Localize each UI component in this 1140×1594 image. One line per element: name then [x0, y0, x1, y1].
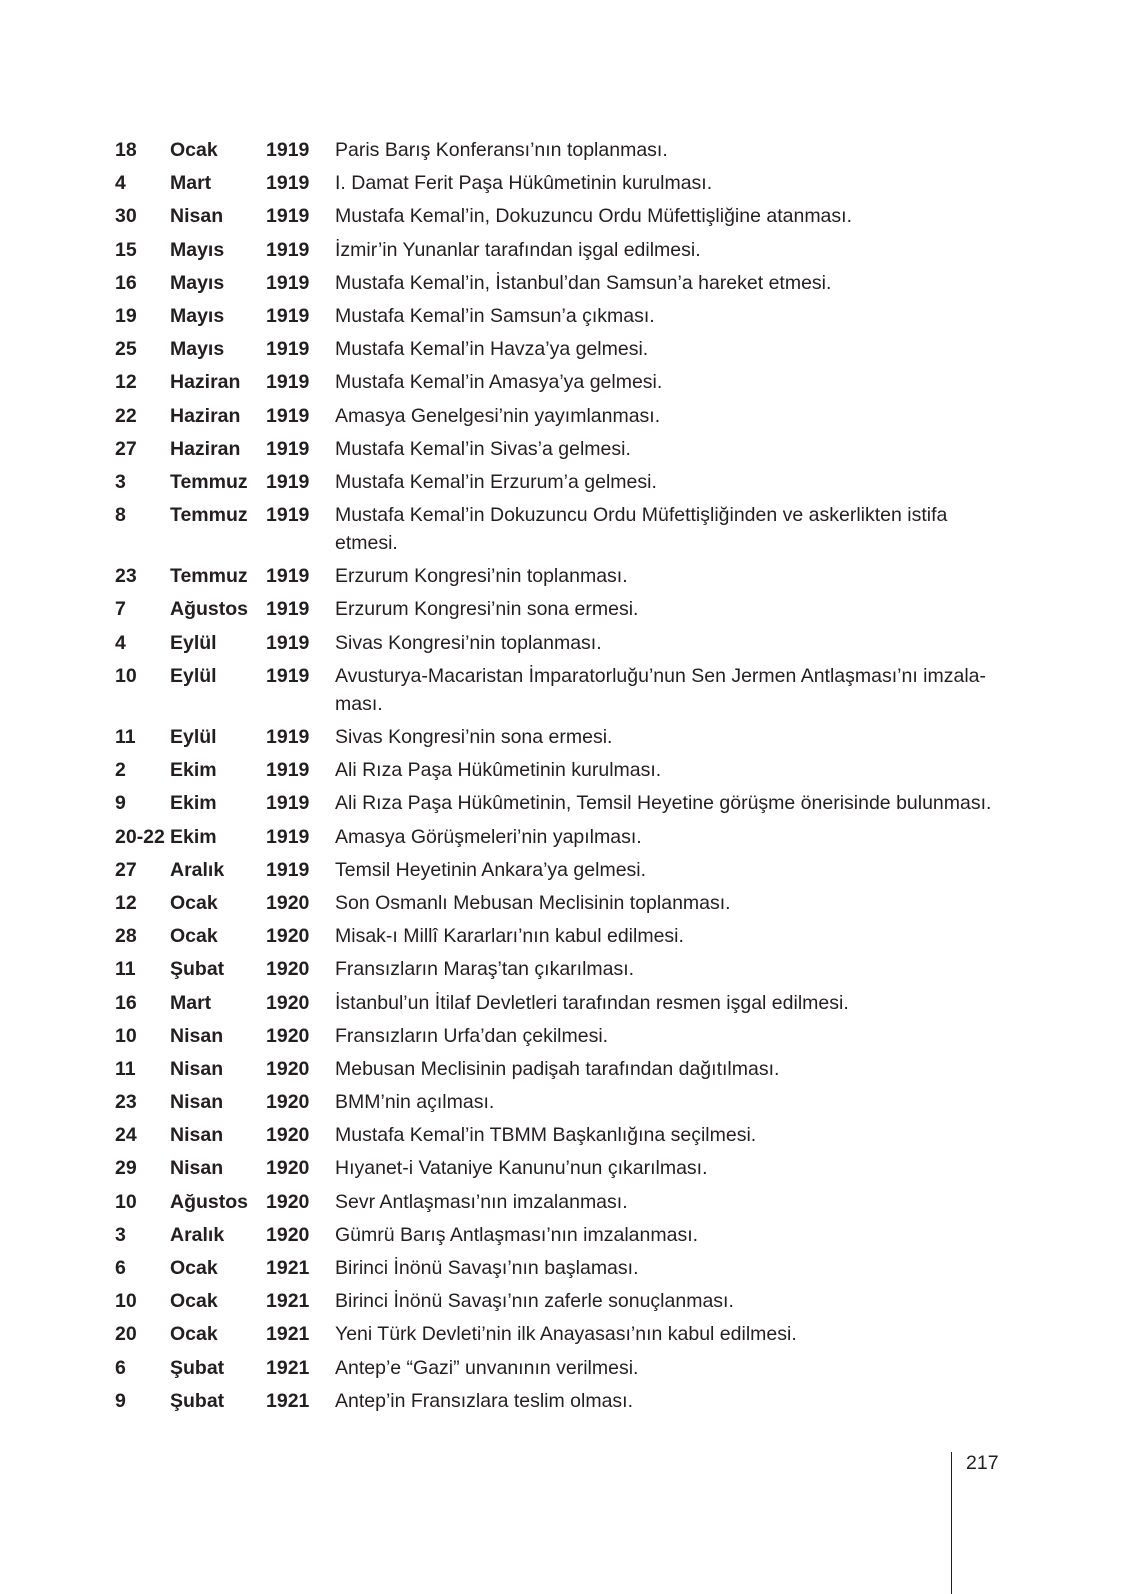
- timeline-day: 30: [115, 205, 137, 228]
- timeline-year: 1921: [266, 1290, 310, 1313]
- timeline-year: 1919: [266, 664, 310, 687]
- timeline-day: 6: [115, 1257, 126, 1279]
- timeline-event: I. Damat Ferit Paşa Hükûmetinin kurulması.: [335, 172, 713, 195]
- timeline-row: [115, 922, 1015, 950]
- timeline-event: İzmir’in Yunanlar tarafından işgal edilmesi.: [335, 238, 701, 261]
- timeline-month: Mayıs: [170, 271, 225, 294]
- timeline-year: 1919: [266, 437, 310, 460]
- timeline-day: 23: [115, 565, 137, 588]
- timeline-event: Birinci İnönü Savaşı’nın başlaması.: [335, 1257, 639, 1279]
- timeline-row: [115, 1154, 1015, 1182]
- timeline-row: [115, 789, 1015, 817]
- timeline-day: 7: [115, 598, 126, 621]
- timeline-row: [115, 756, 1015, 784]
- timeline-year: 1919: [266, 304, 310, 327]
- timeline-year: 1921: [266, 1356, 310, 1379]
- timeline-row: [115, 1088, 1015, 1116]
- timeline-day: 20-22: [115, 825, 165, 848]
- timeline-event: Birinci İnönü Savaşı’nın zaferle sonuçlanması.: [335, 1290, 734, 1313]
- timeline-year: 1920: [266, 1223, 310, 1246]
- timeline-year: 1919: [266, 825, 310, 848]
- timeline-month: Temmuz: [170, 565, 248, 588]
- timeline-event: Antep’e “Gazi” unvanının verilmesi.: [335, 1356, 639, 1379]
- timeline-month: Şubat: [170, 1356, 225, 1379]
- timeline-month: Ağustos: [170, 1190, 248, 1213]
- timeline-row: [115, 169, 1015, 197]
- timeline-row: [115, 856, 1015, 884]
- timeline-month: Ocak: [170, 891, 218, 914]
- timeline-month: Ocak: [170, 925, 218, 948]
- timeline-event: Hıyanet-i Vataniye Kanunu’nun çıkarılması.: [335, 1157, 708, 1180]
- timeline-month: Haziran: [170, 437, 241, 460]
- timeline-row: [115, 562, 1015, 590]
- timeline-month: Nisan: [170, 1124, 224, 1147]
- timeline-row: [115, 1254, 1015, 1282]
- timeline-year: 1920: [266, 891, 310, 914]
- timeline-year: 1919: [266, 598, 310, 621]
- timeline-event: Avusturya-Macaristan İmparatorluğu’nun Sen Jermen Antlaşması’nı imzala-ması.: [335, 664, 987, 715]
- timeline-year: 1919: [266, 404, 310, 427]
- timeline-row: [115, 1354, 1015, 1382]
- timeline-event: Mebusan Meclisinin padişah tarafından dağıtılması.: [335, 1057, 780, 1080]
- timeline-row: [115, 302, 1015, 330]
- timeline-day: 10: [115, 664, 137, 687]
- timeline-row: [115, 1055, 1015, 1083]
- timeline-month: Ocak: [170, 1290, 218, 1313]
- timeline-year: 1920: [266, 958, 310, 981]
- timeline-day: 18: [115, 139, 137, 161]
- timeline-row: [115, 468, 1015, 496]
- timeline-month: Eylül: [170, 631, 217, 654]
- timeline-day: 2: [115, 759, 126, 782]
- timeline-year: 1919: [266, 759, 310, 782]
- timeline-day: 19: [115, 304, 137, 327]
- timeline-month: Ocak: [170, 1323, 218, 1346]
- timeline-month: Eylül: [170, 664, 217, 687]
- timeline-day: 29: [115, 1157, 137, 1180]
- timeline-row: [115, 435, 1015, 463]
- timeline-year: 1919: [266, 205, 310, 228]
- timeline-event: Paris Barış Konferansı’nın toplanması.: [335, 139, 668, 161]
- timeline-event: Amasya Görüşmeleri’nin yapılması.: [335, 825, 642, 848]
- timeline-row: [115, 823, 1015, 851]
- timeline-event: Mustafa Kemal’in Havza’ya gelmesi.: [335, 338, 649, 361]
- timeline-event: Erzurum Kongresi’nin toplanması.: [335, 565, 628, 588]
- timeline-event: Antep’in Fransızlara teslim olması.: [335, 1389, 634, 1412]
- timeline-year: 1919: [266, 858, 310, 881]
- timeline-month: Ekim: [170, 792, 217, 815]
- timeline-month: Şubat: [170, 1389, 225, 1412]
- timeline-event: Mustafa Kemal’in Samsun’a çıkması.: [335, 304, 655, 327]
- timeline-day: 8: [115, 504, 126, 527]
- timeline-year: 1919: [266, 631, 310, 654]
- timeline-event: Misak-ı Millî Kararları’nın kabul edilmesi.: [335, 925, 684, 948]
- timeline-year: 1919: [266, 139, 310, 161]
- timeline-year: 1919: [266, 172, 310, 195]
- timeline-row: [115, 629, 1015, 657]
- timeline-month: Mayıs: [170, 304, 225, 327]
- timeline-day: 11: [115, 726, 136, 748]
- timeline-event: Sivas Kongresi’nin sona ermesi.: [335, 726, 613, 748]
- timeline-year: 1920: [266, 1091, 310, 1114]
- timeline-month: Aralık: [170, 1223, 225, 1246]
- timeline-list: [115, 136, 1015, 1420]
- timeline-year: 1919: [266, 371, 310, 394]
- timeline-year: 1919: [266, 565, 310, 588]
- timeline-event: Amasya Genelgesi’nin yayımlanması.: [335, 404, 661, 427]
- timeline-day: 11: [115, 958, 136, 981]
- timeline-day: 11: [115, 1057, 136, 1080]
- timeline-row: [115, 989, 1015, 1017]
- timeline-month: Aralık: [170, 858, 225, 881]
- timeline-year: 1920: [266, 991, 310, 1014]
- timeline-event: Sevr Antlaşması’nın imzalanması.: [335, 1190, 628, 1213]
- timeline-event: Mustafa Kemal’in, İstanbul’dan Samsun’a hareket etmesi.: [335, 271, 832, 294]
- timeline-event: Fransızların Urfa’dan çekilmesi.: [335, 1024, 609, 1047]
- timeline-day: 24: [115, 1124, 137, 1147]
- timeline-month: Eylül: [170, 726, 217, 748]
- timeline-day: 23: [115, 1091, 137, 1114]
- timeline-event: Mustafa Kemal’in Dokuzuncu Ordu Müfettişliğinden ve askerlikten istifa etmesi.: [335, 504, 948, 555]
- timeline-row: [115, 889, 1015, 917]
- timeline-year: 1920: [266, 1157, 310, 1180]
- timeline-day: 28: [115, 925, 137, 948]
- timeline-month: Mayıs: [170, 338, 225, 361]
- timeline-day: 25: [115, 338, 137, 361]
- timeline-year: 1919: [266, 792, 310, 815]
- timeline-day: 10: [115, 1290, 137, 1313]
- timeline-day: 15: [115, 238, 137, 261]
- timeline-day: 10: [115, 1190, 137, 1213]
- timeline-row: [115, 1121, 1015, 1149]
- timeline-event: Temsil Heyetinin Ankara’ya gelmesi.: [335, 858, 647, 881]
- timeline-row: [115, 136, 1015, 164]
- timeline-month: Haziran: [170, 371, 241, 394]
- timeline-month: Haziran: [170, 404, 241, 427]
- timeline-event: Mustafa Kemal’in Erzurum’a gelmesi.: [335, 470, 657, 493]
- timeline-day: 9: [115, 792, 126, 815]
- timeline-month: Ekim: [170, 825, 217, 848]
- timeline-row: [115, 955, 1015, 983]
- timeline-row: [115, 269, 1015, 297]
- timeline-row: [115, 236, 1015, 264]
- timeline-event: Ali Rıza Paşa Hükûmetinin kurulması.: [335, 759, 662, 782]
- timeline-event: Son Osmanlı Mebusan Meclisinin toplanması.: [335, 891, 731, 914]
- timeline-day: 12: [115, 891, 137, 914]
- timeline-day: 16: [115, 991, 137, 1014]
- timeline-day: 20: [115, 1323, 137, 1346]
- timeline-year: 1920: [266, 1057, 310, 1080]
- timeline-year: 1919: [266, 726, 310, 748]
- timeline-month: Nisan: [170, 205, 224, 228]
- timeline-event: Mustafa Kemal’in Amasya’ya gelmesi.: [335, 371, 663, 394]
- timeline-year: 1921: [266, 1323, 310, 1346]
- timeline-day: 10: [115, 1024, 137, 1047]
- timeline-day: 4: [115, 172, 126, 195]
- timeline-row: [115, 1387, 1015, 1415]
- timeline-row: [115, 1320, 1015, 1348]
- timeline-day: 3: [115, 1223, 126, 1246]
- timeline-year: 1919: [266, 470, 310, 493]
- timeline-event: Fransızların Maraş’tan çıkarılması.: [335, 958, 635, 981]
- timeline-row: [115, 368, 1015, 396]
- timeline-month: Ocak: [170, 1257, 218, 1279]
- timeline-month: Ekim: [170, 759, 217, 782]
- timeline-row: [115, 723, 1015, 751]
- timeline-event: Mustafa Kemal’in TBMM Başkanlığına seçilmesi.: [335, 1124, 757, 1147]
- timeline-day: 27: [115, 437, 137, 460]
- timeline-event: Erzurum Kongresi’nin sona ermesi.: [335, 598, 639, 621]
- timeline-day: 3: [115, 470, 126, 493]
- timeline-month: Mayıs: [170, 238, 225, 261]
- page-number: 217: [966, 1452, 999, 1474]
- timeline-year: 1919: [266, 271, 310, 294]
- timeline-month: Temmuz: [170, 470, 248, 493]
- timeline-year: 1921: [266, 1389, 310, 1412]
- timeline-month: Temmuz: [170, 504, 248, 527]
- timeline-month: Mart: [170, 991, 212, 1014]
- timeline-row: [115, 1022, 1015, 1050]
- timeline-event: İstanbul’un İtilaf Devletleri tarafından resmen işgal edilmesi.: [335, 991, 849, 1014]
- timeline-day: 22: [115, 404, 137, 427]
- timeline-event: BMM’nin açılması.: [335, 1091, 495, 1114]
- timeline-row: [115, 202, 1015, 230]
- timeline-row: [115, 1221, 1015, 1249]
- timeline-event: Ali Rıza Paşa Hükûmetinin, Temsil Heyetine görüşme önerisinde bulunması.: [335, 792, 992, 815]
- timeline-event: Yeni Türk Devleti’nin ilk Anayasası’nın kabul edilmesi.: [335, 1323, 797, 1346]
- timeline-year: 1920: [266, 925, 310, 948]
- timeline-month: Nisan: [170, 1091, 224, 1114]
- timeline-month: Ocak: [170, 139, 218, 161]
- timeline-year: 1921: [266, 1257, 310, 1279]
- timeline-row: [115, 595, 1015, 623]
- timeline-row: [115, 1287, 1015, 1315]
- timeline-event: Mustafa Kemal’in Sivas’a gelmesi.: [335, 437, 631, 460]
- timeline-day: 16: [115, 271, 137, 294]
- timeline-event: Gümrü Barış Antlaşması’nın imzalanması.: [335, 1223, 699, 1246]
- timeline-month: Nisan: [170, 1057, 224, 1080]
- timeline-month: Şubat: [170, 958, 225, 981]
- timeline-month: Mart: [170, 172, 212, 195]
- timeline-year: 1919: [266, 504, 310, 527]
- timeline-day: 4: [115, 631, 126, 654]
- timeline-day: 9: [115, 1389, 126, 1412]
- timeline-row: [115, 662, 1015, 718]
- timeline-event: Mustafa Kemal’in, Dokuzuncu Ordu Müfettişliğine atanması.: [335, 205, 852, 228]
- timeline-month: Ağustos: [170, 598, 248, 621]
- timeline-row: [115, 402, 1015, 430]
- timeline-row: [115, 335, 1015, 363]
- timeline-event: Sivas Kongresi’nin toplanması.: [335, 631, 602, 654]
- timeline-day: 6: [115, 1356, 126, 1379]
- timeline-year: 1920: [266, 1124, 310, 1147]
- timeline-row: [115, 501, 1015, 557]
- timeline-day: 27: [115, 858, 137, 881]
- timeline-year: 1920: [266, 1024, 310, 1047]
- timeline-month: Nisan: [170, 1024, 224, 1047]
- timeline-year: 1919: [266, 338, 310, 361]
- timeline-month: Nisan: [170, 1157, 224, 1180]
- timeline-day: 12: [115, 371, 137, 394]
- page-margin-rule: [951, 1452, 952, 1594]
- timeline-year: 1920: [266, 1190, 310, 1213]
- timeline-row: [115, 1188, 1015, 1216]
- timeline-year: 1919: [266, 238, 310, 261]
